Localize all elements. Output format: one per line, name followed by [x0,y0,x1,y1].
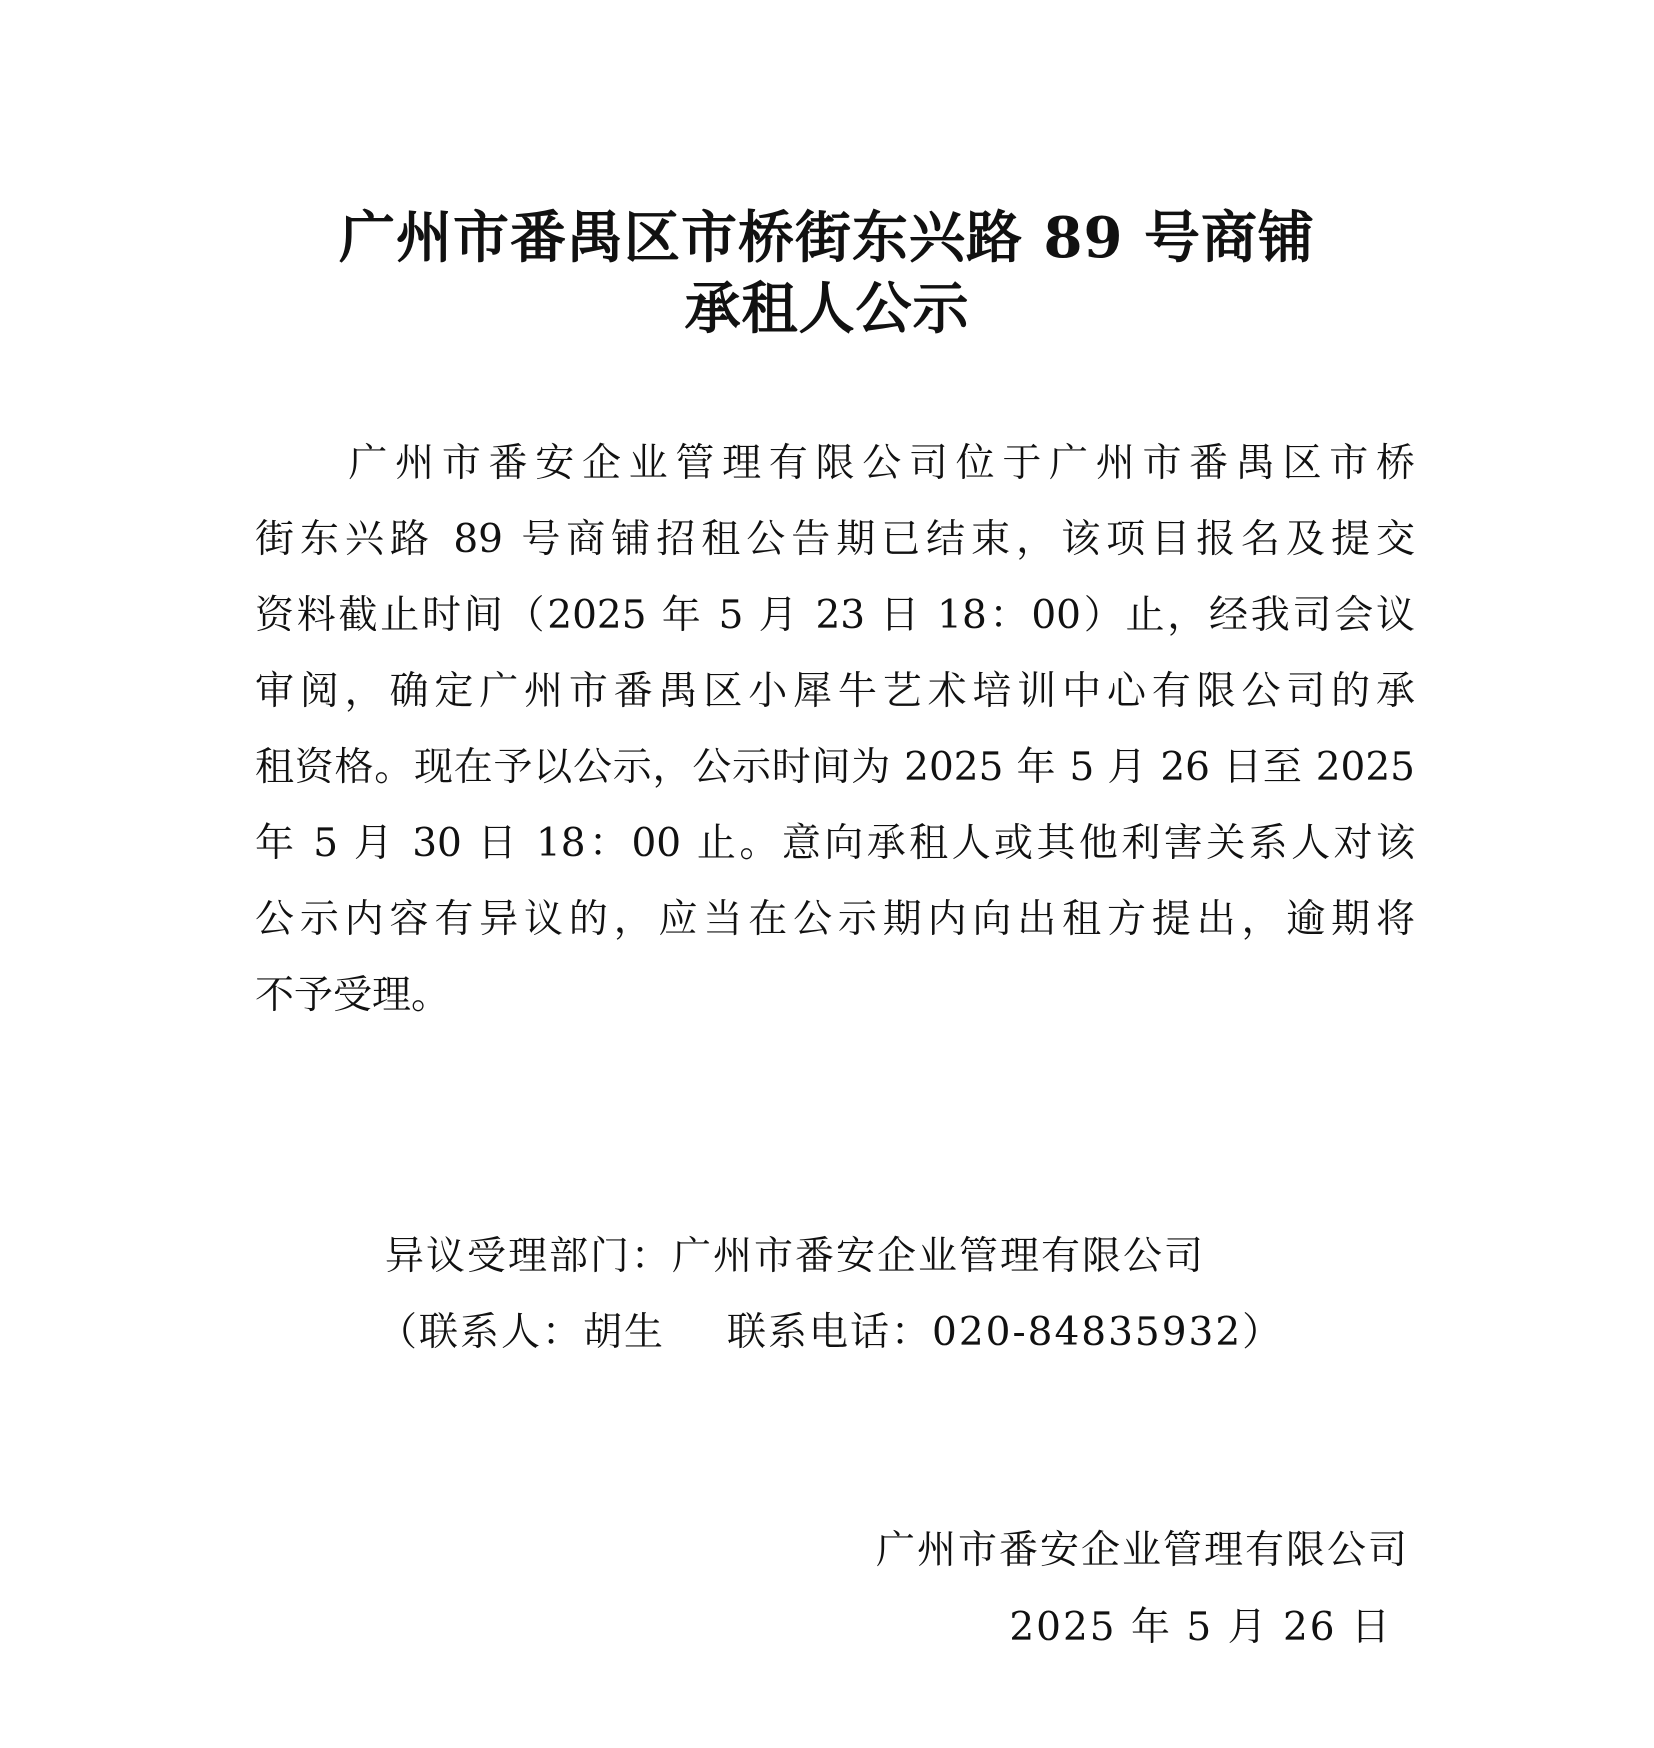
body-line-5: 租资格。现在予以公示，公示时间为 2025 年 5 月 26 日至 2025 [255,745,1415,790]
signature-date: 2025 年 5 月 26 日 [1009,1605,1392,1650]
body-line-1: 广州市番安企业管理有限公司位于广州市番禺区市桥 [255,441,1415,486]
contact-phone: 联系电话：020-84835932） [727,1310,1284,1355]
signature-organization: 广州市番安企业管理有限公司 [875,1528,1409,1573]
contact-line [378,1309,1283,1357]
body-line-4: 审阅，确定广州市番禺区小犀牛艺术培训中心有限公司的承 [255,669,1415,714]
body-line-3: 资料截止时间（2025 年 5 月 23 日 18：00）止，经我司会议 [255,593,1415,638]
objection-department: 异议受理部门：广州市番安企业管理有限公司 [385,1234,1206,1279]
contact-person: （联系人：胡生 [378,1310,666,1355]
body-line-7: 公示内容有异议的，应当在公示期内向出租方提出，逾期将 [255,897,1415,942]
body-line-8: 不予受理。 [255,973,451,1018]
body-line-2: 街东兴路 89 号商铺招租公告期已结束，该项目报名及提交 [255,517,1415,562]
body-line-6: 年 5 月 30 日 18：00 止。意向承租人或其他利害关系人对该 [255,821,1415,866]
document-title-line-2: 承租人公示 [684,276,970,342]
document-title-line-1: 广州市番禺区市桥街东兴路 89 号商铺 [339,205,1315,271]
